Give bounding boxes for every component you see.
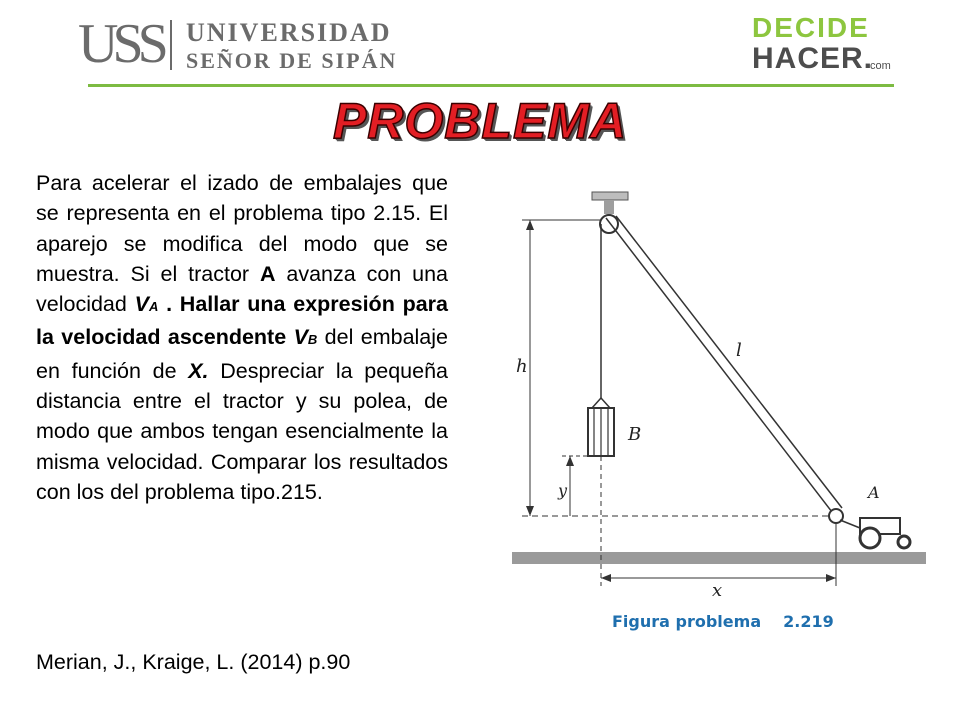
pulley-bracket	[604, 200, 614, 214]
decide-hacer-logo	[752, 12, 902, 76]
uss-name-line2: SEÑOR DE SIPÁN	[186, 48, 398, 73]
ceiling-support	[592, 192, 628, 200]
subscript-b: B	[307, 332, 318, 348]
ground	[512, 552, 926, 564]
header-divider	[88, 84, 894, 87]
decide-logo-line2: HACER.	[752, 42, 874, 75]
uss-logo	[78, 12, 408, 76]
label-h: h	[516, 356, 528, 377]
uss-logo-divider	[170, 20, 172, 70]
problem-text-4: del embalaje en función de	[36, 325, 448, 383]
label-y: y	[558, 481, 568, 500]
symbol-a: A	[259, 261, 276, 286]
symbol-x: X.	[188, 358, 209, 383]
symbol-vb: V	[293, 325, 308, 350]
problem-text-1: Para acelerar el izado de embalajes que se representa en el problema tipo 2.15. El aparejo se modifica del modo que se muestra. Si el tractor	[36, 171, 448, 286]
rope-incline-1	[606, 218, 832, 512]
symbol-va: V	[134, 292, 149, 317]
label-b: B	[628, 424, 642, 445]
problem-text-2: avanza con una velocidad	[36, 261, 448, 317]
figure-caption-number: 2.219	[783, 612, 834, 631]
label-x: x	[712, 580, 723, 601]
pulley-tractor-figure	[508, 186, 928, 606]
figure-caption-text: Figura problema	[612, 612, 762, 631]
rope-incline-2	[616, 216, 842, 508]
decide-logo-line1: DECIDE	[752, 12, 870, 43]
label-a: A	[868, 483, 880, 502]
subscript-a: A	[148, 299, 159, 315]
problem-text-3: . Hallar una expresión para la velocidad ascendente	[36, 292, 448, 350]
figure-caption	[612, 612, 834, 631]
tractor-rear-wheel	[860, 528, 880, 548]
decide-logo-suffix: com	[870, 60, 891, 72]
citation: Merian, J., Kraige, L. (2014) p.90	[36, 650, 351, 674]
label-l: l	[736, 340, 742, 361]
page-title: PROBLEMA	[332, 93, 628, 149]
header	[0, 0, 960, 90]
uss-name-line1: UNIVERSIDAD	[186, 18, 392, 47]
problem-statement	[36, 168, 448, 507]
problem-text-5: Despreciar la pequeña distancia entre el tractor y su polea, de modo que ambos tengan esencialmente la misma velocidad. Comparar los resultados con los del problema tipo.215.	[36, 358, 448, 504]
uss-logo-mark: USS	[78, 13, 163, 75]
tractor-front-wheel	[898, 536, 910, 548]
